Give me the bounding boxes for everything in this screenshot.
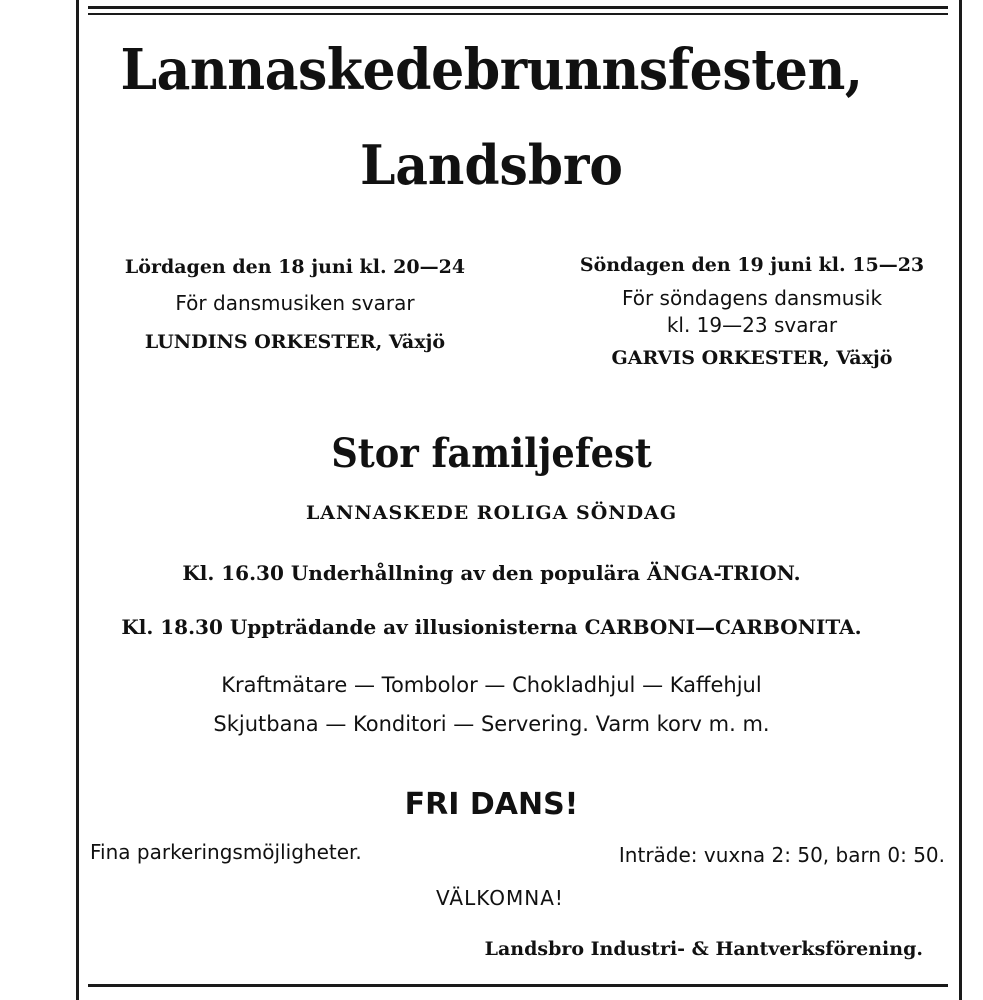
frame-right-border (959, 0, 962, 1000)
program-item-1: Kl. 16.30 Underhållning av den populära ÄNGA-TRION. (182, 561, 801, 585)
sunday-orchestra: GARVIS ORKESTER, Växjö (611, 347, 893, 369)
saturday-music-line: För dansmusiken svarar (175, 291, 415, 315)
family-subtitle: LANNASKEDE ROLIGA SÖNDAG (305, 502, 678, 524)
parking-info: Fina parkeringsmöjligheter. (90, 840, 362, 864)
attractions-line-2: Skjutbana — Konditori — Servering. Varm korv m. m. (213, 712, 770, 736)
welcome-text: VÄLKOMNA! (436, 886, 564, 910)
bottom-rule (88, 984, 948, 987)
top-rule-thick (88, 6, 948, 9)
attractions-line-1: Kraftmätare — Tombolor — Chokladhjul — Kaffehjul (221, 673, 762, 697)
sunday-music-line-1: För söndagens dansmusik (621, 286, 883, 310)
organizer-name: Landsbro Industri- & Hantverksförening. (484, 938, 923, 960)
saturday-date: Lördagen den 18 juni kl. 20—24 (124, 256, 466, 278)
saturday-orchestra: LUNDINS ORKESTER, Växjö (144, 331, 446, 353)
program-item-2: Kl. 18.30 Uppträdande av illusionisterna CARBONI—CARBONITA. (121, 615, 862, 639)
admission-info: Inträde: vuxna 2: 50, barn 0: 50. (618, 843, 945, 867)
sunday-date: Söndagen den 19 juni kl. 15—23 (579, 254, 925, 276)
subheadline: Landsbro (360, 133, 623, 197)
sunday-music-line-2: kl. 19—23 svarar (666, 313, 838, 337)
family-title: Stor familjefest (331, 430, 652, 477)
free-dance-heading: FRI DANS! (404, 787, 579, 822)
headline: Lannaskedebrunnsfesten, (120, 37, 863, 103)
top-rule-thin (88, 13, 948, 15)
